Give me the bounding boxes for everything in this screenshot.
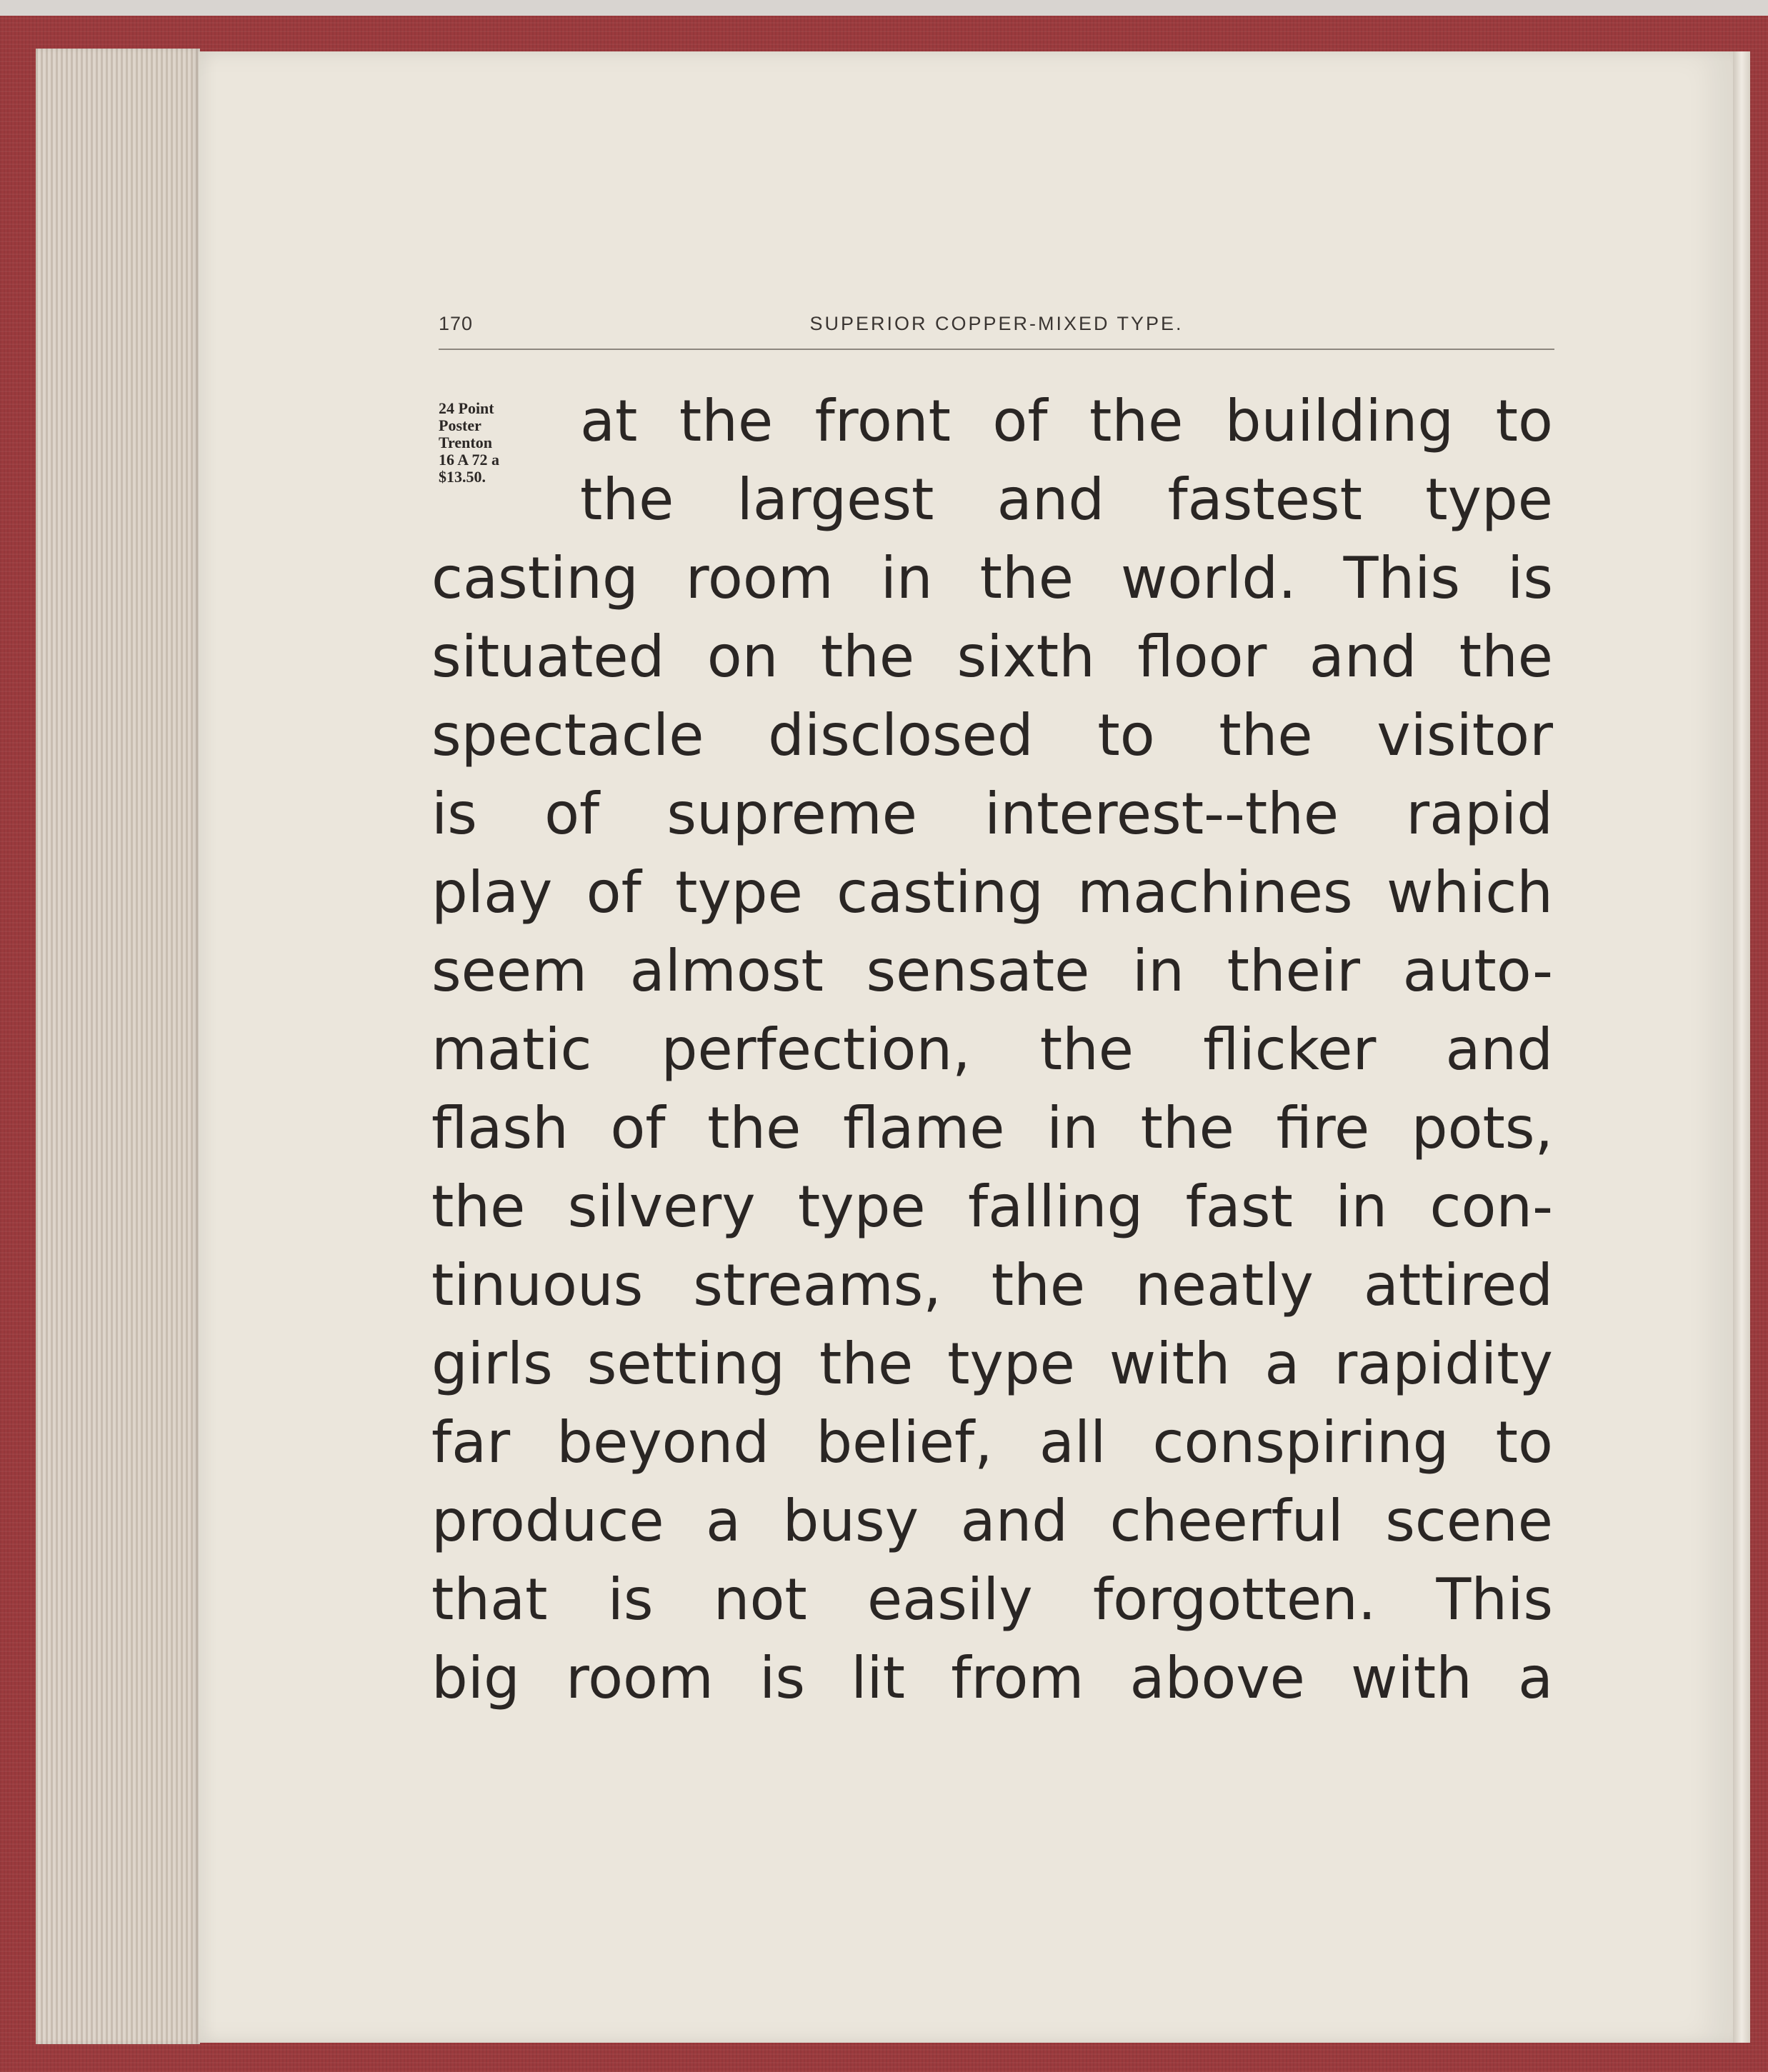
specimen-size: 24 Point xyxy=(439,399,494,417)
specimen-price: $13.50. xyxy=(439,468,486,486)
running-head-title: SUPERIOR COPPER-MIXED TYPE. xyxy=(809,313,1184,334)
specimen-face: Trenton xyxy=(439,434,492,451)
body-line: play of type casting machines which xyxy=(431,859,1553,926)
specimen-label xyxy=(439,400,546,486)
body-line: the largest and fastest type xyxy=(580,466,1553,533)
specimen-font-count: 16 A 72 a xyxy=(439,451,499,469)
body-line: girls setting the type with a rapidity xyxy=(431,1331,1553,1397)
body-line: situated on the sixth floor and the xyxy=(431,624,1553,690)
body-line: flash of the flame in the fire pots, xyxy=(431,1095,1553,1161)
running-head xyxy=(439,313,1554,350)
page-number: 170 xyxy=(439,313,474,334)
specimen-style: Poster xyxy=(439,416,481,434)
body-line: produce a busy and cheerful scene xyxy=(431,1488,1553,1554)
background-strip xyxy=(0,0,1768,16)
body-line: the silvery type falling fast in con- xyxy=(431,1173,1553,1240)
gutter-edge xyxy=(1733,51,1750,2043)
body-line: casting room in the world. This is xyxy=(431,545,1553,611)
body-line: seem almost sensate in their auto- xyxy=(431,938,1553,1004)
body-line: at the front of the building to xyxy=(580,388,1553,454)
body-line: tinuous streams, the neatly attired xyxy=(431,1252,1553,1318)
body-line: matic perfection, the flicker and xyxy=(431,1016,1553,1083)
body-line: spectacle disclosed to the visitor xyxy=(431,702,1553,769)
body-line: far beyond belief, all conspiring to xyxy=(431,1409,1553,1476)
body-line: that is not easily forgotten. This xyxy=(431,1566,1553,1633)
page-edges xyxy=(36,49,200,2044)
body-line: big room is lit from above with a xyxy=(431,1645,1553,1711)
body-line: is of supreme interest--the rapid xyxy=(431,781,1553,847)
